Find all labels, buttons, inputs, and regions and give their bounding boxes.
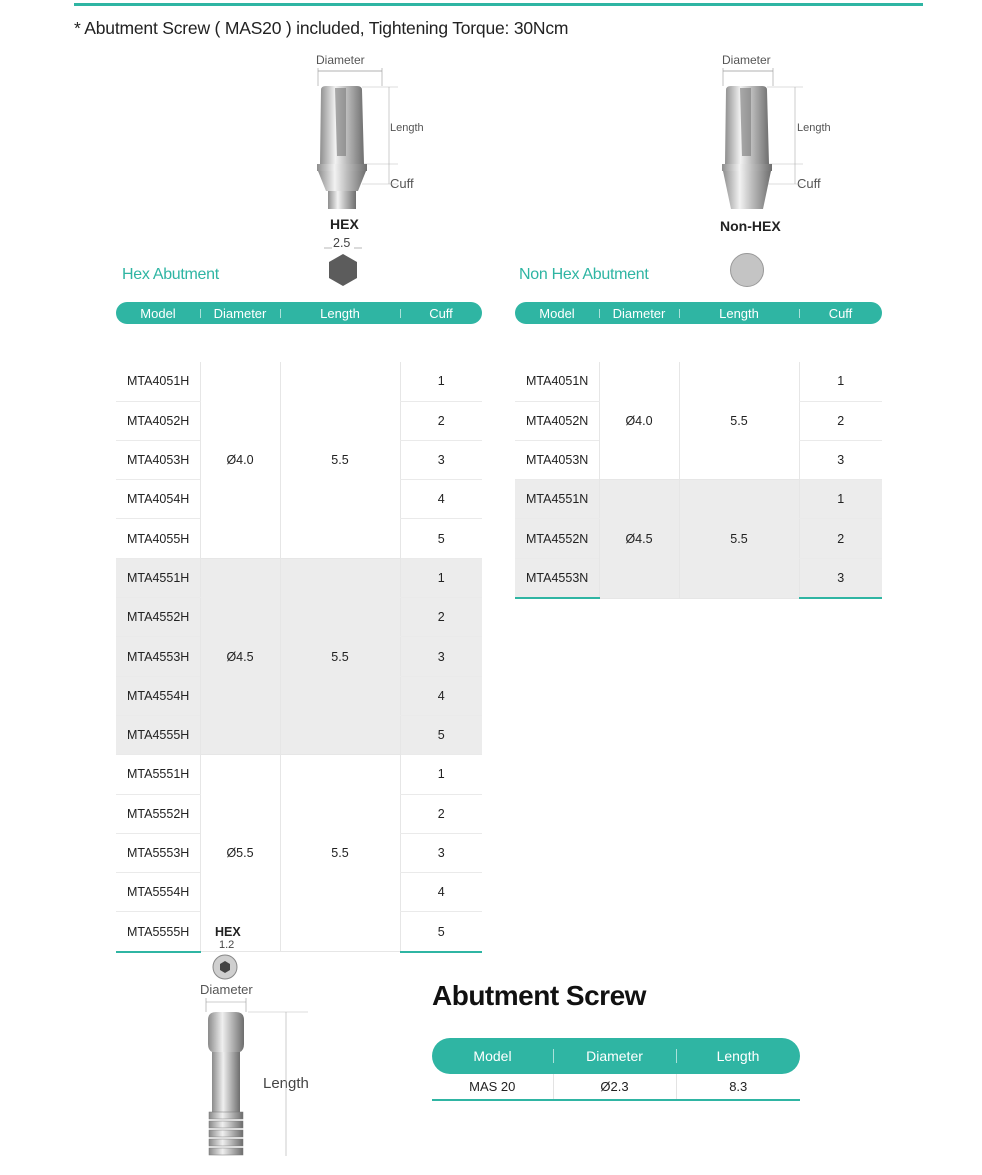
diameter-cell: Ø5.5 [200,755,280,952]
diameter-cell: Ø2.3 [553,1074,676,1100]
table-row [116,362,482,401]
cuff-cell: 1 [799,362,882,401]
nonhex-length-label: Length [797,122,831,134]
hex-size-label: 2.5 [333,236,351,250]
cuff-cell: 5 [400,519,482,558]
model-cell: MTA4053H [116,440,200,479]
screw-hex-size-label: 1.2 [219,939,235,951]
round-shape-icon [730,253,764,287]
screw-length-label: Length [263,1075,309,1092]
nonhex-diameter-label: Diameter [722,53,771,67]
col-diameter: Diameter [200,302,280,324]
table-row [515,480,882,519]
cuff-cell: 2 [799,401,882,440]
model-cell: MTA4051H [116,362,200,401]
cuff-cell: 2 [799,519,882,558]
screw-hex-socket-icon [211,953,239,981]
model-cell: MTA4551N [515,480,599,519]
cuff-cell: 1 [799,480,882,519]
model-cell: MTA4055H [116,519,200,558]
cuff-cell: 2 [400,598,482,637]
table-row [116,755,482,794]
header-spacer [515,324,882,362]
model-cell: MTA4555H [116,715,200,754]
length-cell: 8.3 [676,1074,800,1100]
model-cell: MAS 20 [432,1074,553,1100]
diameter-cell: Ø4.0 [200,362,280,558]
cuff-cell: 1 [400,362,482,401]
top-accent-line [74,3,923,6]
length-cell: 5.5 [679,362,799,479]
hex-diameter-label: Diameter [316,53,365,67]
model-cell: MTA4052N [515,401,599,440]
nonhex-label: Non-HEX [720,218,781,234]
col-length: Length [280,302,400,324]
col-cuff: Cuff [799,302,882,324]
nonhex-cuff-label: Cuff [797,176,821,191]
cuff-cell: 3 [400,833,482,872]
model-cell: MTA5553H [116,833,200,872]
model-cell: MTA4552N [515,519,599,558]
screw-diameter-label: Diameter [200,982,253,997]
hex-abutment-image [300,66,400,214]
nonhex-abutment-image [707,66,807,214]
header-spacer-cell [515,324,882,362]
length-cell: 5.5 [280,755,400,952]
model-cell: MTA5554H [116,873,200,912]
model-cell: MTA5552H [116,794,200,833]
col-length: Length [676,1038,800,1074]
model-cell: MTA5555H [116,912,200,952]
diameter-cell: Ø4.0 [599,362,679,479]
model-cell: MTA4051N [515,362,599,401]
hex-cuff-label: Cuff [390,176,414,191]
cuff-cell: 3 [400,440,482,479]
model-cell: MTA4551H [116,558,200,597]
length-cell: 5.5 [679,480,799,598]
hex-abutment-table [116,302,482,953]
cuff-cell: 1 [400,755,482,794]
hex-label: HEX [330,216,359,232]
nonhex-abutment-title: Non Hex Abutment [519,266,649,283]
col-model: Model [116,302,200,324]
table-row [432,1074,800,1100]
cuff-cell: 5 [400,912,482,952]
abutment-screw-table [432,1038,800,1101]
torque-note: * Abutment Screw ( MAS20 ) included, Tightening Torque: 30Ncm [74,18,569,38]
cuff-cell: 4 [400,676,482,715]
cuff-cell: 1 [400,558,482,597]
length-cell: 5.5 [280,362,400,558]
cuff-cell: 3 [799,440,882,479]
col-diameter: Diameter [599,302,679,324]
abutment-screw-image [196,998,312,1158]
cuff-cell: 5 [400,715,482,754]
hex-abutment-title: Hex Abutment [122,266,219,283]
diameter-cell: Ø4.5 [200,558,280,754]
header-spacer-cell [116,324,482,362]
cuff-cell: 3 [400,637,482,676]
cuff-cell: 4 [400,873,482,912]
model-cell: MTA4054H [116,480,200,519]
hex-shape-icon [318,238,368,290]
model-cell: MTA4554H [116,676,200,715]
diameter-cell: Ø4.5 [599,480,679,598]
model-cell: MTA5551H [116,755,200,794]
abutment-screw-title: Abutment Screw [432,980,646,1011]
length-cell: 5.5 [280,558,400,754]
col-cuff: Cuff [400,302,482,324]
col-length: Length [679,302,799,324]
model-cell: MTA4553N [515,558,599,598]
col-model: Model [432,1038,553,1074]
nonhex-abutment-table [515,302,882,599]
col-diameter: Diameter [553,1038,676,1074]
screw-hex-label: HEX [215,925,241,939]
cuff-cell: 2 [400,401,482,440]
model-cell: MTA4553H [116,637,200,676]
col-model: Model [515,302,599,324]
model-cell: MTA4053N [515,440,599,479]
table-row [116,558,482,597]
model-cell: MTA4552H [116,598,200,637]
cuff-cell: 4 [400,480,482,519]
cuff-cell: 3 [799,558,882,598]
table-row [515,362,882,401]
header-spacer [116,324,482,362]
model-cell: MTA4052H [116,401,200,440]
cuff-cell: 2 [400,794,482,833]
hex-length-label: Length [390,122,424,134]
